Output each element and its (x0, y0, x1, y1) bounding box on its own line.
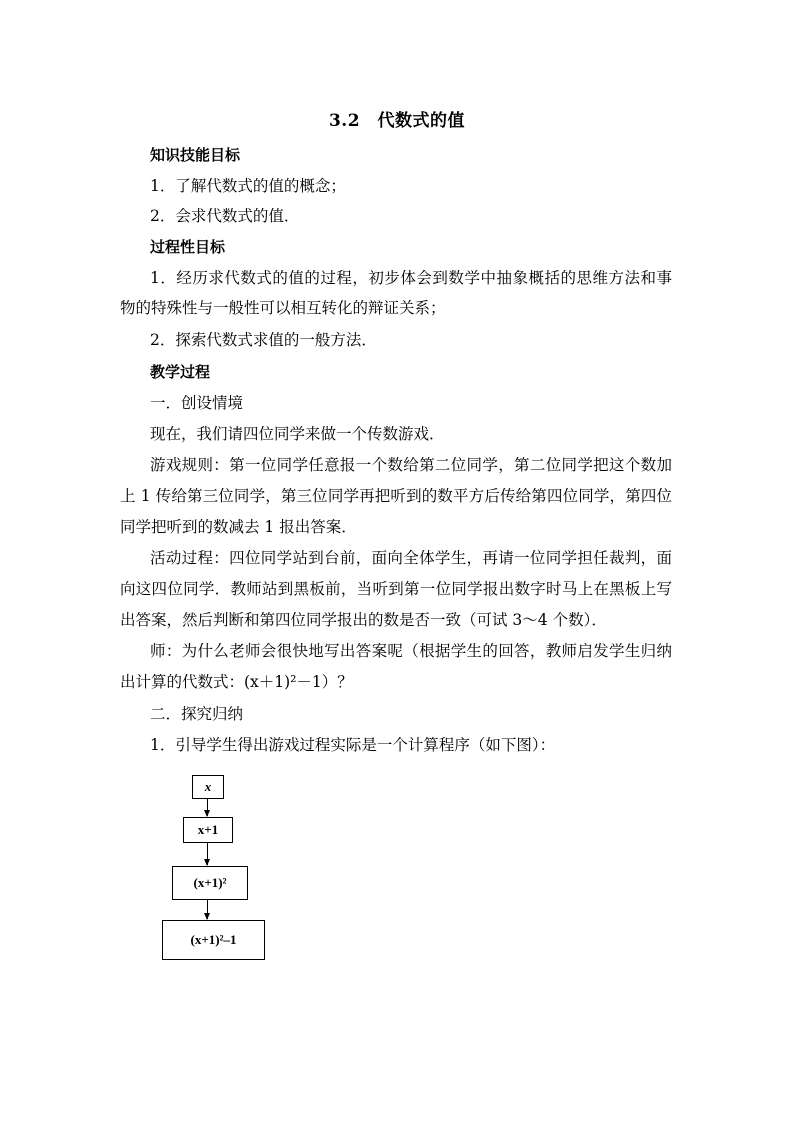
flow-box-x-plus-1-label: x+1 (197, 822, 219, 837)
rule-line-2: 上 1 传给第三位同学，第三位同学再把听到的数平方后传给第四位同学，第四位 (120, 487, 672, 505)
activity-line-1: 活动过程：四位同学站到台前，面向全体学生，再请一位同学担任裁判，面 (150, 549, 672, 567)
arrow-down-icon (207, 843, 208, 865)
knowledge-item-1: 1．了解代数式的值的概念； (150, 177, 346, 195)
flow-box-x-plus-1 (183, 817, 233, 843)
flow-box-result-label: (x+1)²–1 (190, 932, 237, 947)
process-item-1-line-2: 物的特殊性与一般性可以相互转化的辩证关系； (120, 299, 446, 317)
guide-text: 1．引导学生得出游戏过程实际是一个计算程序（如下图）： (150, 736, 556, 754)
knowledge-heading: 知识技能目标 (150, 146, 241, 164)
process-heading: 过程性目标 (150, 238, 226, 256)
activity-line-3: 出答案，然后判断和第四位同学报出的数是否一致（可试 3～4 个数）． (120, 611, 607, 629)
rule-line-1: 游戏规则：第一位同学任意报一个数给第二位同学，第二位同学把这个数加 (150, 456, 672, 474)
activity-line-2: 向这四位同学．教师站到黑板前，当听到第一位同学报出数字时马上在黑板上写 (120, 580, 672, 598)
page-title: 3.2 代数式的值 (328, 111, 466, 131)
teacher-line-1: 师：为什么老师会很快地写出答案呢（根据学生的回答，教师启发学生归纳 (150, 642, 672, 660)
part1-heading: 一．创设情境 (150, 394, 244, 412)
flow-box-square (172, 866, 248, 900)
knowledge-item-2: 2．会求代数式的值． (150, 207, 300, 225)
rule-line-3: 同学把听到的数减去 1 报出答案． (120, 518, 357, 536)
flow-box-result (162, 920, 265, 960)
paragraph-intro: 现在，我们请四位同学来做一个传数游戏． (150, 425, 445, 443)
part2-heading: 二．探究归纳 (150, 705, 244, 723)
flow-box-square-label: (x+1)² (193, 875, 227, 890)
process-item-1-line-1: 1．经历求代数式的值的过程，初步体会到数学中抽象概括的思维方法和事 (150, 269, 672, 287)
arrow-down-icon (207, 900, 208, 919)
arrow-down-icon (207, 799, 208, 816)
computation-flowchart (150, 770, 280, 970)
process-item-2: 2．探索代数式求值的一般方法． (150, 331, 377, 349)
teacher-line-2: 出计算的代数式：(x＋1)²－1）？ (120, 673, 353, 691)
flow-box-x-label: x (204, 779, 212, 794)
flow-box-x (192, 775, 224, 799)
teaching-heading: 教学过程 (150, 363, 211, 381)
